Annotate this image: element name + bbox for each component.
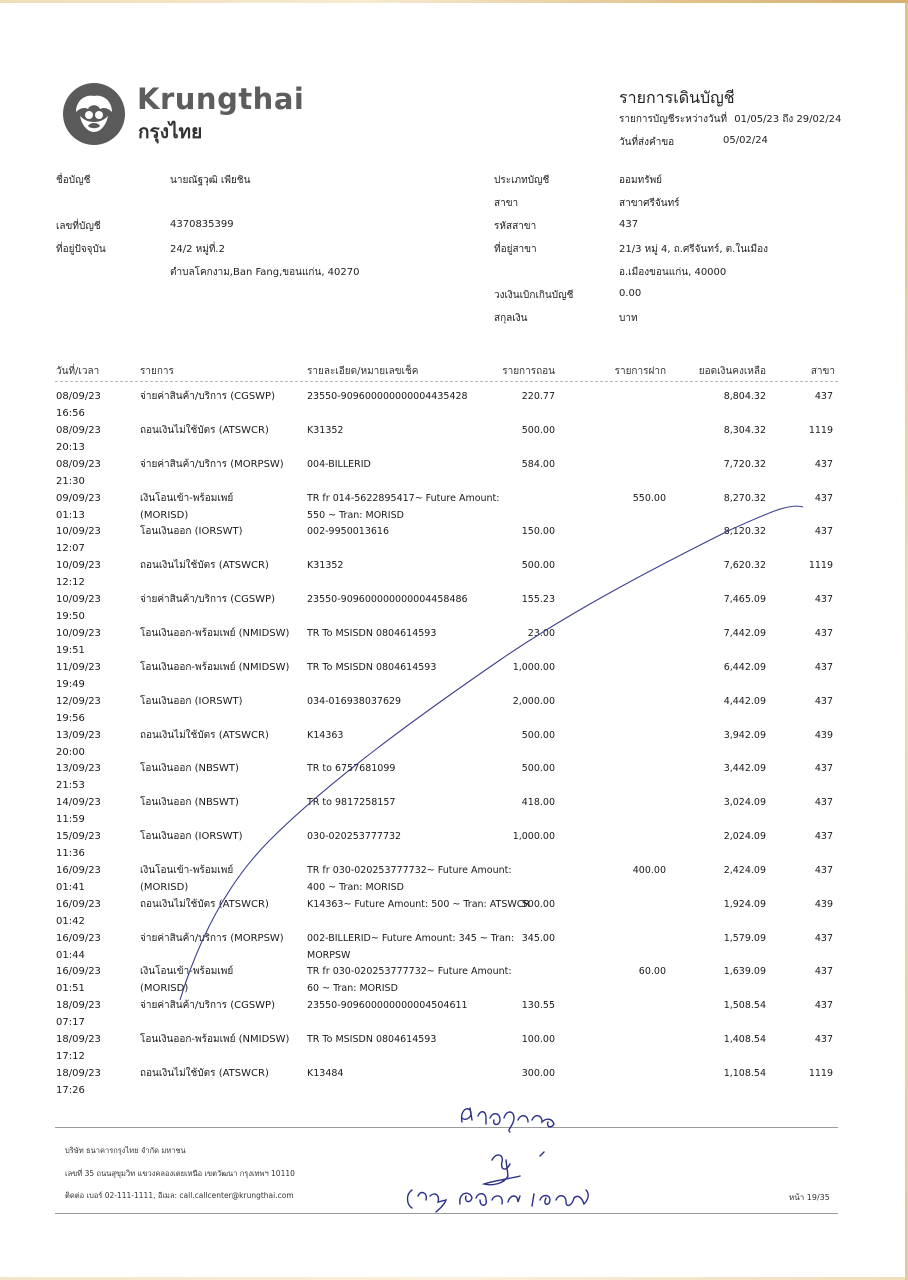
statement-period <box>619 112 841 127</box>
row-date: 15/09/23 <box>56 831 101 843</box>
account-name-label: ชื่อบัญชี <box>56 175 91 186</box>
row-time: 01:44 <box>56 949 85 961</box>
row-date: 11/09/23 <box>56 661 101 673</box>
row-time: 01:13 <box>56 509 85 521</box>
row-description: จ่ายค่าสินค้า/บริการ (CGSWP) <box>140 594 275 606</box>
row-description: โอนเงินออก (IORSWT) <box>140 695 243 707</box>
row-details: K14363~ Future Amount: 500 ~ Tran: ATSWCR <box>307 898 530 910</box>
row-balance: 7,620.32 <box>723 560 766 572</box>
row-details: K14363 <box>307 729 344 741</box>
row-branch: 437 <box>814 526 833 538</box>
row-branch: 437 <box>814 458 833 470</box>
table-row <box>0 490 908 524</box>
row-time: 12:07 <box>56 543 85 555</box>
table-row <box>0 828 908 862</box>
row-withdrawal: 220.77 <box>521 391 555 402</box>
row-branch: 437 <box>814 763 833 775</box>
row-time: 19:56 <box>56 712 85 724</box>
row-balance: 4,442.09 <box>723 695 766 707</box>
branch-code-value: 437 <box>619 219 639 230</box>
row-balance: 7,465.09 <box>723 594 766 606</box>
row-date: 16/09/23 <box>56 864 101 876</box>
row-details: 004-BILLERID <box>307 458 371 470</box>
row-withdrawal: 500.00 <box>521 424 555 436</box>
row-date: 09/09/23 <box>56 492 101 504</box>
row-branch: 437 <box>814 391 833 402</box>
row-withdrawal: 23.00 <box>527 627 555 639</box>
row-details-cont: 550 ~ Tran: MORISD <box>307 509 404 521</box>
row-details: TR fr 014-5622895417~ Future Amount: <box>307 492 500 504</box>
row-balance: 3,024.09 <box>723 797 766 809</box>
account-type-label: ประเภทบัญชี <box>494 175 550 186</box>
table-row <box>0 930 908 964</box>
request-date <box>619 135 768 150</box>
col-header-date: วันที่/เวลา <box>56 366 100 377</box>
table-row <box>0 693 908 727</box>
row-branch: 437 <box>814 695 833 707</box>
row-deposit: 60.00 <box>638 966 666 978</box>
row-withdrawal: 300.00 <box>521 1068 555 1079</box>
header-divider <box>55 381 838 382</box>
footer-company: บริษัท ธนาคารกรุงไทย จำกัด มหาชน <box>65 1146 186 1155</box>
row-details: TR To MSISDN 0804614593 <box>307 627 437 639</box>
row-branch: 439 <box>814 729 833 741</box>
row-time: 20:13 <box>56 441 85 453</box>
row-details: TR to 6757681099 <box>307 763 396 775</box>
footer-divider-bottom <box>55 1213 838 1214</box>
row-branch: 437 <box>814 661 833 673</box>
period-label: รายการบัญชีระหว่างวันที่ <box>619 114 728 125</box>
row-details: 23550-909600000000004435428 <box>307 391 468 402</box>
row-details: TR To MSISDN 0804614593 <box>307 661 437 673</box>
row-details-cont: MORPSW <box>307 949 351 961</box>
currency-label: สกุลเงิน <box>494 313 528 324</box>
row-withdrawal: 1,000.00 <box>512 661 555 673</box>
row-branch: 437 <box>814 831 833 843</box>
row-withdrawal: 155.23 <box>521 594 555 606</box>
row-date: 10/09/23 <box>56 560 101 572</box>
table-row <box>0 1031 908 1065</box>
paper-edge-top <box>0 0 908 3</box>
branch-address-line1: 21/3 หมู่ 4, ถ.ศรีจันทร์, ต.ในเมือง <box>619 244 768 255</box>
row-details: 034-016938037629 <box>307 695 402 707</box>
overdraft-value: 0.00 <box>619 288 642 299</box>
page-number: หน้า 19/35 <box>789 1193 830 1202</box>
row-details: 002-BILLERID~ Future Amount: 345 ~ Tran: <box>307 932 515 944</box>
row-balance: 7,442.09 <box>723 627 766 639</box>
row-date: 10/09/23 <box>56 526 101 538</box>
table-row <box>0 422 908 456</box>
row-description-cont: (MORISD) <box>140 509 189 521</box>
row-balance: 8,120.32 <box>723 526 766 538</box>
row-withdrawal: 500.00 <box>521 898 555 910</box>
row-description: โอนเงินออก-พร้อมเพย์ (NMIDSW) <box>140 661 290 673</box>
row-details: TR fr 030-020253777732~ Future Amount: <box>307 966 512 978</box>
row-time: 17:26 <box>56 1085 85 1096</box>
row-time: 01:51 <box>56 983 85 995</box>
row-description: เงินโอนเข้า-พร้อมเพย์ <box>140 864 234 876</box>
row-time: 20:00 <box>56 746 85 758</box>
row-description: โอนเงินออก-พร้อมเพย์ (NMIDSW) <box>140 1034 290 1046</box>
row-details-cont: 60 ~ Tran: MORISD <box>307 983 398 995</box>
row-details: 23550-909600000000004458486 <box>307 594 468 606</box>
row-time: 01:42 <box>56 915 85 927</box>
table-row <box>0 896 908 930</box>
row-description-cont: (MORISD) <box>140 881 189 893</box>
table-row <box>0 456 908 490</box>
row-time: 16:56 <box>56 408 85 419</box>
row-date: 08/09/23 <box>56 391 101 402</box>
table-row <box>0 963 908 997</box>
row-branch: 1119 <box>808 560 833 572</box>
row-balance: 7,720.32 <box>723 458 766 470</box>
row-withdrawal: 130.55 <box>521 1000 555 1012</box>
row-balance: 3,442.09 <box>723 763 766 775</box>
row-date: 18/09/23 <box>56 1034 101 1046</box>
row-branch: 437 <box>814 932 833 944</box>
row-branch: 437 <box>814 797 833 809</box>
branch-address-label: ที่อยู่สาขา <box>494 244 537 255</box>
row-description: โอนเงินออก (NBSWT) <box>140 797 239 809</box>
row-description: จ่ายค่าสินค้า/บริการ (CGSWP) <box>140 1000 275 1012</box>
row-withdrawal: 2,000.00 <box>512 695 555 707</box>
row-balance: 2,424.09 <box>723 864 766 876</box>
row-details: K31352 <box>307 560 344 572</box>
row-description: เงินโอนเข้า-พร้อมเพย์ <box>140 492 234 504</box>
row-date: 13/09/23 <box>56 763 101 775</box>
row-description: ถอนเงินไม่ใช้บัตร (ATSWCR) <box>140 424 269 436</box>
row-description: จ่ายค่าสินค้า/บริการ (CGSWP) <box>140 391 275 402</box>
table-row <box>0 625 908 659</box>
row-description: ถอนเงินไม่ใช้บัตร (ATSWCR) <box>140 729 269 741</box>
row-date: 16/09/23 <box>56 966 101 978</box>
row-withdrawal: 345.00 <box>521 932 555 944</box>
row-withdrawal: 500.00 <box>521 560 555 572</box>
row-withdrawal: 1,000.00 <box>512 831 555 843</box>
brand-name-en: Krungthai <box>137 82 305 116</box>
row-balance: 8,304.32 <box>723 424 766 436</box>
period-value: 01/05/23 ถึง 29/02/24 <box>734 114 842 125</box>
overdraft-label: วงเงินเบิกเกินบัญชี <box>494 290 574 301</box>
account-number-value: 4370835399 <box>170 219 234 230</box>
branch-code-label: รหัสสาขา <box>494 221 537 232</box>
row-date: 08/09/23 <box>56 458 101 470</box>
request-date-value: 05/02/24 <box>723 135 768 146</box>
row-description: ถอนเงินไม่ใช้บัตร (ATSWCR) <box>140 898 269 910</box>
row-withdrawal: 584.00 <box>521 458 555 470</box>
currency-value: บาท <box>619 313 638 324</box>
table-row <box>0 760 908 794</box>
footer-divider-top <box>55 1127 838 1128</box>
row-withdrawal: 100.00 <box>521 1034 555 1046</box>
row-details: 23550-909600000000004504611 <box>307 1000 468 1012</box>
request-date-label: วันที่ส่งคำขอ <box>619 137 675 148</box>
row-details: TR To MSISDN 0804614593 <box>307 1034 437 1046</box>
address-line2: ตำบลโคกงาม,Ban Fang,ขอนแก่น, 40270 <box>170 267 360 278</box>
row-branch: 437 <box>814 1034 833 1046</box>
row-description: ถอนเงินไม่ใช้บัตร (ATSWCR) <box>140 1068 269 1079</box>
table-row <box>0 862 908 896</box>
branch-value: สาขาศรีจันทร์ <box>619 198 680 209</box>
row-balance: 8,804.32 <box>723 391 766 402</box>
row-date: 18/09/23 <box>56 1068 101 1079</box>
signer-signature <box>408 1152 589 1212</box>
row-description: จ่ายค่าสินค้า/บริการ (MORPSW) <box>140 458 284 470</box>
footer-address: เลขที่ 35 ถนนสุขุมวิท แขวงคลองเตยเหนือ เขตวัฒนา กรุงเทพฯ 10110 <box>65 1169 295 1178</box>
branch-address-line2: อ.เมืองขอนแก่น, 40000 <box>619 267 727 278</box>
brand-name-th: กรุงไทย <box>138 121 203 143</box>
row-date: 18/09/23 <box>56 1000 101 1012</box>
col-header-description: รายการ <box>140 366 174 377</box>
row-branch: 439 <box>814 898 833 910</box>
row-description: โอนเงินออก-พร้อมเพย์ (NMIDSW) <box>140 627 290 639</box>
row-time: 07:17 <box>56 1017 85 1029</box>
row-time: 19:50 <box>56 611 85 623</box>
col-header-withdrawal: รายการถอน <box>502 366 555 377</box>
table-row <box>0 523 908 557</box>
row-balance: 6,442.09 <box>723 661 766 673</box>
col-header-balance: ยอดเงินคงเหลือ <box>698 366 766 377</box>
row-description: จ่ายค่าสินค้า/บริการ (MORPSW) <box>140 932 284 944</box>
row-withdrawal: 500.00 <box>521 729 555 741</box>
row-details: K13484 <box>307 1068 344 1079</box>
table-row <box>0 997 908 1031</box>
row-date: 14/09/23 <box>56 797 101 809</box>
row-details-cont: 400 ~ Tran: MORISD <box>307 881 404 893</box>
row-time: 12:12 <box>56 577 85 589</box>
row-details: 030-020253777732 <box>307 831 402 843</box>
row-date: 10/09/23 <box>56 627 101 639</box>
row-description-cont: (MORISD) <box>140 983 189 995</box>
footer-contact: ติดต่อ เบอร์ 02-111-1111, อีเมล: call.callcenter@krungthai.com <box>65 1191 294 1200</box>
account-name-value: นายณัฐวุฒิ เพียชิน <box>170 175 251 186</box>
row-withdrawal: 418.00 <box>521 797 555 809</box>
table-row <box>0 794 908 828</box>
row-time: 11:59 <box>56 814 85 826</box>
row-time: 11:36 <box>56 848 85 860</box>
table-row <box>0 557 908 591</box>
table-row <box>0 659 908 693</box>
row-description: เงินโอนเข้า-พร้อมเพย์ <box>140 966 234 978</box>
address-line1: 24/2 หมู่ที่.2 <box>170 244 225 255</box>
table-row <box>0 727 908 761</box>
row-balance: 1,108.54 <box>723 1068 766 1079</box>
table-row <box>0 1065 908 1099</box>
row-description: ถอนเงินไม่ใช้บัตร (ATSWCR) <box>140 560 269 572</box>
row-time: 01:41 <box>56 881 85 893</box>
certified-copy-signature <box>462 1108 554 1132</box>
table-row <box>0 591 908 625</box>
row-balance: 1,408.54 <box>723 1034 766 1046</box>
row-balance: 8,270.32 <box>723 492 766 504</box>
row-branch: 1119 <box>808 424 833 436</box>
krungthai-logo-icon <box>62 82 126 146</box>
row-time: 21:30 <box>56 475 85 487</box>
row-balance: 1,579.09 <box>723 932 766 944</box>
row-branch: 437 <box>814 1000 833 1012</box>
row-description: โอนเงินออก (NBSWT) <box>140 763 239 775</box>
account-type-value: ออมทรัพย์ <box>619 175 663 186</box>
row-branch: 437 <box>814 492 833 504</box>
row-branch: 437 <box>814 594 833 606</box>
row-date: 12/09/23 <box>56 695 101 707</box>
row-details: 002-9950013616 <box>307 526 390 538</box>
row-withdrawal: 150.00 <box>521 526 555 538</box>
col-header-branch: สาขา <box>810 366 835 377</box>
row-date: 13/09/23 <box>56 729 101 741</box>
row-branch: 1119 <box>808 1068 833 1079</box>
row-date: 16/09/23 <box>56 898 101 910</box>
row-date: 10/09/23 <box>56 594 101 606</box>
row-balance: 3,942.09 <box>723 729 766 741</box>
col-header-deposit: รายการฝาก <box>614 366 666 377</box>
row-deposit: 400.00 <box>632 864 666 876</box>
row-balance: 1,639.09 <box>723 966 766 978</box>
row-details: K31352 <box>307 424 344 436</box>
account-number-label: เลขที่บัญชี <box>56 221 101 232</box>
row-time: 19:51 <box>56 644 85 656</box>
row-balance: 1,508.54 <box>723 1000 766 1012</box>
row-time: 17:12 <box>56 1051 85 1063</box>
address-label: ที่อยู่ปัจจุบัน <box>56 244 106 255</box>
row-time: 19:49 <box>56 678 85 690</box>
col-header-details: รายละเอียด/หมายเลขเช็ค <box>307 366 419 377</box>
row-time: 21:53 <box>56 780 85 792</box>
row-branch: 437 <box>814 864 833 876</box>
row-details: TR fr 030-020253777732~ Future Amount: <box>307 864 512 876</box>
row-branch: 437 <box>814 966 833 978</box>
row-description: โอนเงินออก (IORSWT) <box>140 831 243 843</box>
table-row <box>0 388 908 422</box>
statement-title: รายการเดินบัญชี <box>619 88 735 107</box>
branch-label: สาขา <box>494 198 519 209</box>
row-details: TR to 9817258157 <box>307 797 396 809</box>
row-description: โอนเงินออก (IORSWT) <box>140 526 243 538</box>
row-date: 08/09/23 <box>56 424 101 436</box>
row-balance: 1,924.09 <box>723 898 766 910</box>
row-balance: 2,024.09 <box>723 831 766 843</box>
row-branch: 437 <box>814 627 833 639</box>
row-deposit: 550.00 <box>632 492 666 504</box>
row-withdrawal: 500.00 <box>521 763 555 775</box>
row-date: 16/09/23 <box>56 932 101 944</box>
